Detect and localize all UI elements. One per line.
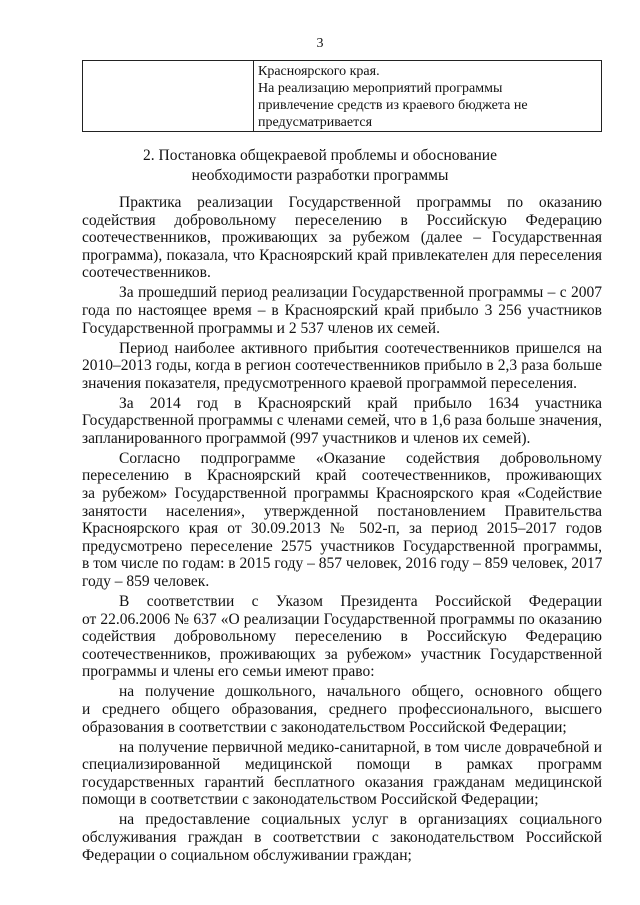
text-line: программа), показала, что Красноярский край привлекателен для переселения [82,246,602,264]
text-line: значения показателя, предусмотренного краевой программой переселения. [82,374,577,392]
text-line: на получение дошкольного, начального общего, основного общего [119,683,602,701]
table-row [83,61,602,132]
table-cell-left [83,61,254,132]
table-cell-line: привлечение средств из краевого бюджета не [258,98,528,113]
text-line: За прошедший период реализации Государственной программы – с 2007 [119,284,602,302]
text-line: соотечественников, проживающих за рубежом (далее – Государственная [82,229,602,247]
text-line: соотечественников, проживающих за рубежом» участник Государственной [82,645,602,663]
text-line: 2010–2013 годы, когда в регион соотечественников прибыло в 2,3 раза больше [82,357,602,375]
text-line: году – 859 человек. [82,573,210,591]
text-line: Период наиболее активного прибытия соотечественников пришелся на [119,339,602,357]
text-line: предусмотрено переселение 2575 участников Государственной программы, [82,537,602,555]
section-heading [0,146,640,186]
text-line: Федерации о социальном обслуживании граждан; [82,846,412,864]
text-line: Согласно подпрограмме «Оказание содействия добровольному [119,449,602,467]
heading-line: необходимости разработки программы [191,167,449,184]
text-line: содействия добровольному переселению в Российскую Федерацию [82,211,602,229]
table-cell-right [254,61,602,132]
text-line: Государственной программы и 2 537 членов их семей. [82,319,440,337]
text-line: на получение первичной медико-санитарной, в том числе доврачебной и [119,738,602,756]
text-line: Государственной программы с членами семей, что в 1,6 раза больше значения, [82,412,602,430]
text-line: на предоставление социальных услуг в организациях социального [119,811,602,829]
page-number: 3 [316,36,324,51]
text-line: государственных гарантий бесплатного оказания гражданам медицинской [82,773,602,791]
text-line: обслуживания граждан в соответствии с законодательством Российской [82,828,602,846]
table-cell-line: Красноярского края. [258,64,380,79]
paragraph-subprogram [82,450,602,591]
text-line: Красноярского края от 30.09.2013 № 502-п, за период 2015–2017 годов [82,520,602,538]
heading-line: 2. Постановка общекраевой проблемы и обоснование [143,147,497,164]
text-line: В соответствии с Указом Президента Российской Федерации [119,593,602,611]
text-line: соотечественников. [82,264,211,282]
text-line: от 22.06.2006 № 637 «О реализации Государственной программы по оказанию [82,610,602,628]
table-cell-line: предусматривается [258,115,373,130]
text-line: За 2014 год в Красноярский край прибыло 1634 участника [119,394,602,412]
paragraph-practice [82,194,602,282]
text-line: и среднего общего образования, среднего профессионального, высшего [82,700,602,718]
paragraph-decree [82,593,602,681]
text-line: программы и члены его семьи имеют право: [82,663,375,681]
text-line: запланированного программой (997 участников и членов их семей). [82,429,531,447]
text-line: содействия добровольному переселению в Российскую Федерацию [82,628,602,646]
text-line: за рубежом» Государственной программы Красноярского края «Содействие [82,485,602,503]
text-line: образования в соответствии с законодательством Российской Федерации; [82,718,567,736]
text-line: в том числе по годам: в 2015 году – 857 человек, 2016 году – 859 человек, 2017 [82,555,603,573]
paragraph-active-period [82,340,602,393]
continuation-table [82,60,602,132]
text-line: Практика реализации Государственной программы по оказанию [119,194,602,211]
text-line: года по настоящее время – в Красноярский край прибыло 3 256 участников [82,301,602,319]
text-line: специализированной медицинской помощи в рамках программ [82,756,602,774]
paragraph-2014 [82,395,602,448]
body-text [82,194,602,866]
paragraph-right-social [82,811,602,864]
text-line: помощи в соответствии с законодательством Российской Федерации; [82,791,539,809]
paragraph-right-education [82,683,602,736]
paragraph-right-medical [82,739,602,809]
paragraph-period-totals [82,284,602,337]
text-line: переселению в Красноярский край соотечественников, проживающих [82,467,602,485]
text-line: занятости населения», утвержденной постановлением Правительства [82,502,602,520]
table-cell-line: На реализацию мероприятий программы [258,81,503,96]
